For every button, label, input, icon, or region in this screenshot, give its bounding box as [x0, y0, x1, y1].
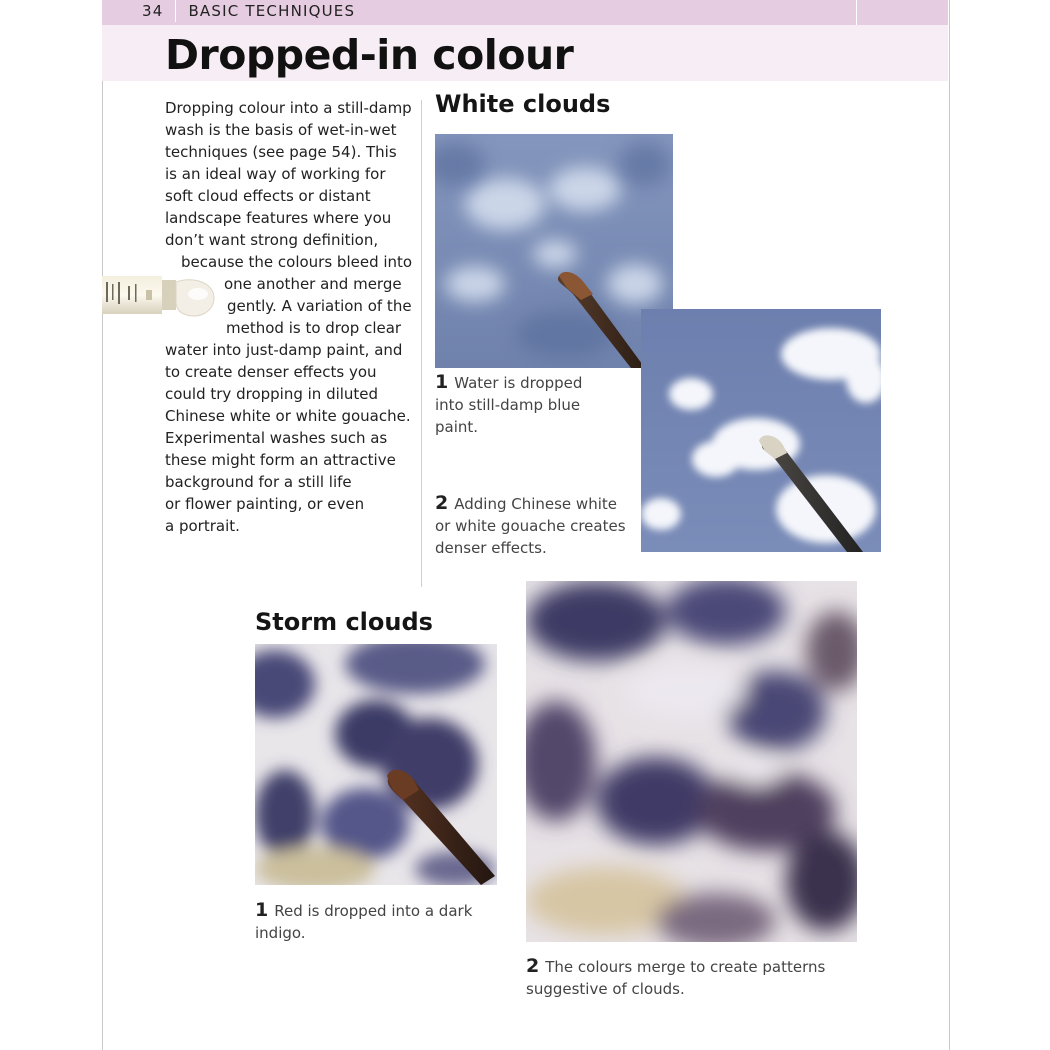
column-divider — [421, 100, 422, 587]
intro-line: could try dropping in diluted — [165, 385, 379, 403]
white-clouds-photo-2 — [641, 309, 881, 552]
intro-line: because the colours bleed into — [181, 253, 413, 271]
storm-clouds-photo-1 — [255, 644, 497, 885]
intro-line: techniques (see page 54). This — [165, 143, 397, 161]
intro-line: don’t want strong definition, — [165, 231, 379, 249]
running-head-divider-right — [856, 0, 857, 25]
running-head — [102, 0, 948, 25]
page-title: Dropped-in colour — [165, 31, 574, 79]
intro-line: water into just-damp paint, and — [165, 341, 403, 359]
intro-line: background for a still life — [165, 473, 352, 491]
page-number: 34 — [142, 2, 164, 20]
intro-line: Experimental washes such as — [165, 429, 388, 447]
intro-line: or flower painting, or even — [165, 495, 365, 513]
white-clouds-caption-1 — [435, 371, 655, 438]
caption-line: or white gouache creates — [435, 517, 626, 535]
storm-clouds-caption-2 — [526, 955, 846, 1000]
white-clouds-caption-2 — [435, 492, 635, 559]
intro-text — [165, 97, 413, 537]
white-clouds-heading: White clouds — [435, 90, 611, 118]
white-clouds-photo-1 — [435, 134, 673, 368]
intro-line: wash is the basis of wet-in-wet — [165, 121, 397, 139]
caption-line: into still-damp blue — [435, 396, 581, 414]
caption-line: paint. — [435, 418, 479, 436]
step-number: 1 — [435, 371, 449, 393]
intro-line: landscape features where you — [165, 209, 392, 227]
caption-line: The colours merge to create patterns — [545, 958, 826, 976]
step-number: 1 — [255, 899, 269, 921]
intro-line: Dropping colour into a still-damp — [165, 99, 412, 117]
step-number: 2 — [526, 955, 540, 977]
caption-line: Red is dropped into a dark — [274, 902, 473, 920]
caption-line: Adding Chinese white — [454, 495, 617, 513]
intro-line: gently. A variation of the — [227, 297, 412, 315]
step-number: 2 — [435, 492, 449, 514]
intro-line: method is to drop clear — [226, 319, 402, 337]
caption-line: indigo. — [255, 924, 306, 942]
caption-line: denser effects. — [435, 539, 547, 557]
caption-line: Water is dropped — [454, 374, 583, 392]
section-name: BASIC TECHNIQUES — [188, 2, 356, 20]
storm-clouds-caption-1 — [255, 899, 495, 944]
intro-line: one another and merge — [224, 275, 402, 293]
storm-clouds-heading: Storm clouds — [255, 608, 433, 636]
storm-clouds-photo-2 — [526, 581, 857, 942]
intro-line: Chinese white or white gouache. — [165, 407, 411, 425]
running-head-divider — [175, 0, 176, 22]
intro-line: to create denser effects you — [165, 363, 377, 381]
intro-line: is an ideal way of working for — [165, 165, 386, 183]
caption-line: suggestive of clouds. — [526, 980, 685, 998]
intro-line: these might form an attractive — [165, 451, 396, 469]
intro-line: soft cloud effects or distant — [165, 187, 371, 205]
intro-line: a portrait. — [165, 517, 240, 535]
